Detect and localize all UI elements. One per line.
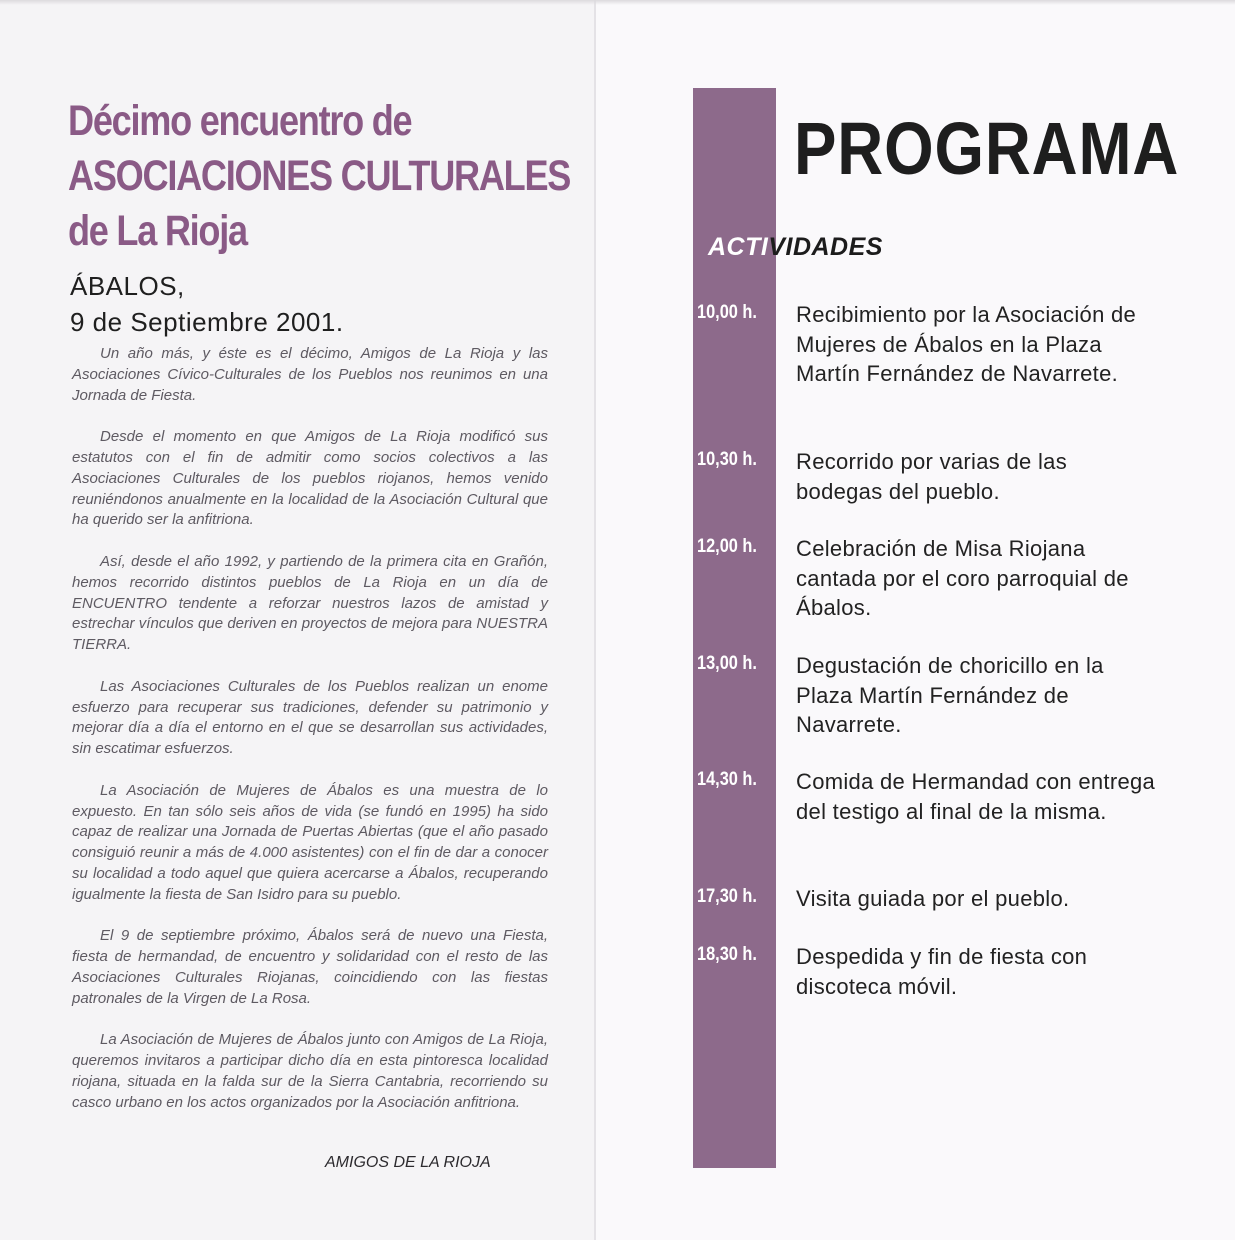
signature: AMIGOS DE LA RIOJA (325, 1154, 491, 1171)
actividades-heading (708, 233, 883, 262)
schedule-time: 18,30 h. (697, 944, 757, 965)
programa-heading: PROGRAMA (794, 107, 1180, 190)
intro-paragraph-5: La Asociación de Mujeres de Ábalos es una muestra de lo expuesto. En tan sólo seis años de vida (se fundó en 1995) ha sido capaz de realizar una Jornada de Puertas Abiertas (que el año pasado consiguió reunir a más de 4.000 asistentes) con el fin de dar a conocer su localidad a todo aquel que quiera acercarse a Ábalos, recuperando igualmente la fiesta de San Isidro para su pueblo. (72, 781, 548, 903)
schedule-activity: Recorrido por varias de las bodegas del pueblo. (796, 449, 1067, 504)
schedule-activity: Degustación de choricillo en la Plaza Martín Fernández de Navarrete. (796, 653, 1104, 737)
intro-text (72, 344, 548, 1134)
intro-paragraph-1: Un año más, y éste es el décimo, Amigos de La Rioja y las Asociaciones Cívico-Culturales de los Pueblos nos reunimos en una Jornada de Fiesta. (72, 345, 548, 404)
schedule-time: 12,00 h. (697, 536, 757, 557)
scan-top-shadow (0, 0, 1235, 5)
actividades-heading-bar-part: ACTI (708, 233, 769, 261)
schedule-activity: Despedida y fin de fiesta con discoteca móvil. (796, 944, 1088, 999)
schedule-activity: Celebración de Misa Riojana cantada por el coro parroquial de Ábalos. (796, 536, 1129, 620)
schedule-activity: Comida de Hermandad con entrega del testigo al final de la misma. (796, 769, 1156, 824)
schedule-time: 13,00 h. (697, 653, 757, 674)
schedule-time: 10,30 h. (697, 449, 757, 470)
title-line-3: de La Rioja (68, 207, 247, 255)
event-place: ÁBALOS, (70, 271, 185, 301)
intro-paragraph-6: El 9 de septiembre próximo, Ábalos será de nuevo una Fiesta, fiesta de hermandad, de encuentro y solidaridad con el resto de las Asociaciones Culturales Riojanas, coincidiendo con las fiestas patronales de la Virgen de La Rosa. (72, 927, 548, 1007)
event-title (68, 94, 571, 259)
fold-divider (594, 0, 596, 1240)
intro-paragraph-3: Así, desde el año 1992, y partiendo de la primera cita en Grañón, hemos recorrido distintos pueblos de La Rioja en un día de ENCUENTRO tendente a reforzar nuestros lazos de amistad y estrechar vínculos que deriven en proyectos de mejora para NUESTRA TIERRA. (72, 552, 548, 654)
intro-paragraph-4: Las Asociaciones Culturales de los Pueblos realizan un enome esfuerzo para recuperar sus tradiciones, defender su patrimonio y mejorar día a día el entorno en el que se desarrollan sus actividades, sin escatimar esfuerzos. (72, 677, 548, 758)
title-line-1: Décimo encuentro de (68, 97, 412, 145)
actividades-heading-rest: VIDADES (768, 233, 883, 261)
intro-paragraph-2: Desde el momento en que Amigos de La Rioja modificó sus estatutos con el fin de admitir como socios colectivos a las Asociaciones Culturales de los pueblos riojanos, hemos venido reuniéndonos anualmente en la localidad de la Asociación Cultural que ha querido ser la anfitriona. (72, 428, 548, 529)
event-date: 9 de Septiembre 2001. (70, 307, 344, 337)
schedule-activity: Recibimiento por la Asociación de Mujeres de Ábalos en la Plaza Martín Fernández de Navarrete. (796, 302, 1137, 386)
intro-paragraph-7: La Asociación de Mujeres de Ábalos junto con Amigos de La Rioja, queremos invitaros a participar dicho día en esta pintoresca localidad riojana, situada en la falda sur de la Sierra Cantabria, recorriendo su casco urbano en los actos organizados por la Asociación anfitriona. (72, 1031, 548, 1111)
schedule-time: 10,00 h. (697, 302, 757, 323)
schedule-activity: Visita guiada por el pueblo. (796, 886, 1070, 911)
title-line-2: ASOCIACIONES CULTURALES (68, 152, 571, 200)
schedule-time: 17,30 h. (697, 886, 757, 907)
schedule-time: 14,30 h. (697, 769, 757, 790)
